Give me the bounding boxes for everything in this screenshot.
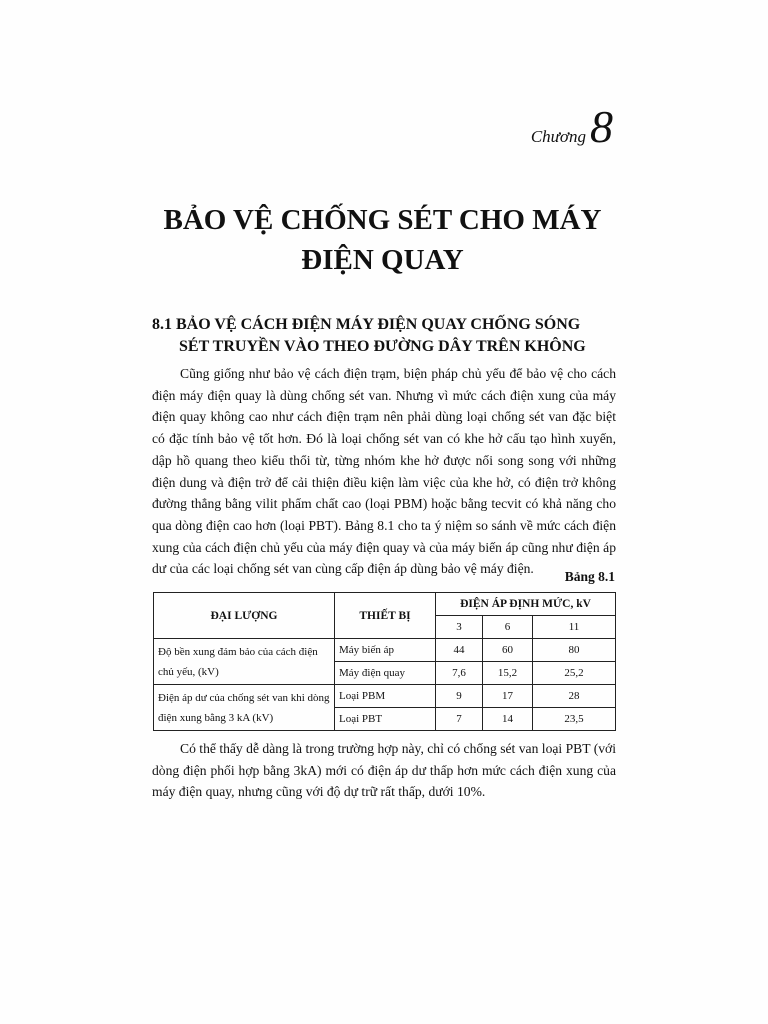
section-heading <box>152 314 616 358</box>
value-cell: 7 <box>436 708 483 731</box>
device-cell: Loại PBT <box>335 708 436 731</box>
value-cell: 44 <box>436 639 483 662</box>
value-cell: 23,5 <box>533 708 616 731</box>
section-heading-line2: SÉT TRUYỀN VÀO THEO ĐƯỜNG DÂY TRÊN KHÔNG <box>179 338 586 355</box>
data-table <box>153 592 616 731</box>
paragraph-1: Cũng giống như bảo vệ cách điện trạm, biện pháp chủ yếu để bảo vệ cho cách điện máy điện quay là dùng chống sét van. Nhưng vì mức cách điện xung của máy điện quay không cao như cách điện trạm nên phải dùng loại chống sét van đặc biệt có đặc tính bảo vệ tốt hơn. Đó là loại chống sét van có khe hở cấu tạo hình xuyến, dập hồ quang theo kiểu thổi từ, từng nhóm khe hở được nối song song với những điện dung và điện trở để cải thiện điều kiện làm việc của khe hở, có điện trở không đường thẳng bằng vilit phẩm chất cao (loại PBM) hoặc bằng tecvit có khả năng cho qua dòng điện cao hơn (loại PBT). Bảng 8.1 cho ta ý niệm so sánh về mức cách điện xung của cách điện chủ yếu của máy điện quay và của máy biến áp cũng như điện áp dư của các loại chống sét van cùng cấp điện áp dùng bảo vệ máy điện. <box>152 366 616 577</box>
voltage-11: 11 <box>533 616 616 639</box>
group-label-insulation: Độ bền xung đảm bảo của cách điện chủ yếu, (kV) <box>154 639 335 685</box>
value-cell: 7,6 <box>436 662 483 685</box>
header-device: THIẾT BỊ <box>335 593 436 639</box>
voltage-6: 6 <box>483 616 533 639</box>
value-cell: 28 <box>533 685 616 708</box>
voltage-3: 3 <box>436 616 483 639</box>
value-cell: 9 <box>436 685 483 708</box>
chapter-heading <box>530 101 613 152</box>
table-row <box>154 685 616 708</box>
value-cell: 14 <box>483 708 533 731</box>
table-caption: Bảng 8.1 <box>564 569 615 584</box>
chapter-title <box>150 200 615 280</box>
device-cell: Máy điện quay <box>335 662 436 685</box>
value-cell: 60 <box>483 639 533 662</box>
table-row <box>154 639 616 662</box>
chapter-title-line1: BẢO VỆ CHỐNG SÉT CHO MÁY <box>163 204 602 236</box>
chapter-title-line2: ĐIỆN QUAY <box>301 244 464 276</box>
device-cell: Máy biến áp <box>335 639 436 662</box>
value-cell: 25,2 <box>533 662 616 685</box>
value-cell: 80 <box>533 639 616 662</box>
value-cell: 15,2 <box>483 662 533 685</box>
value-cell: 17 <box>483 685 533 708</box>
header-quantity: ĐẠI LƯỢNG <box>154 593 335 639</box>
section-heading-line1: 8.1 BẢO VỆ CÁCH ĐIỆN MÁY ĐIỆN QUAY CHỐNG SÓNG <box>152 316 581 333</box>
group-label-residual: Điện áp dư của chống sét van khi dòng điện xung bằng 3 kA (kV) <box>154 685 335 731</box>
device-cell: Loại PBM <box>335 685 436 708</box>
chapter-word: Chương <box>530 127 586 146</box>
header-voltage: ĐIỆN ÁP ĐỊNH MỨC, kV <box>436 593 616 616</box>
paragraph-2: Có thể thấy dễ dàng là trong trường hợp này, chỉ có chống sét van loại PBT (với dòng điện phối hợp bằng 3kA) mới có điện áp dư thấp hơn mức cách điện xung của máy điện quay, nhưng cũng với độ dự trữ rất thấp, dưới 10%. <box>152 741 616 800</box>
table-header-row <box>154 593 616 616</box>
chapter-number: 8 <box>590 101 613 152</box>
